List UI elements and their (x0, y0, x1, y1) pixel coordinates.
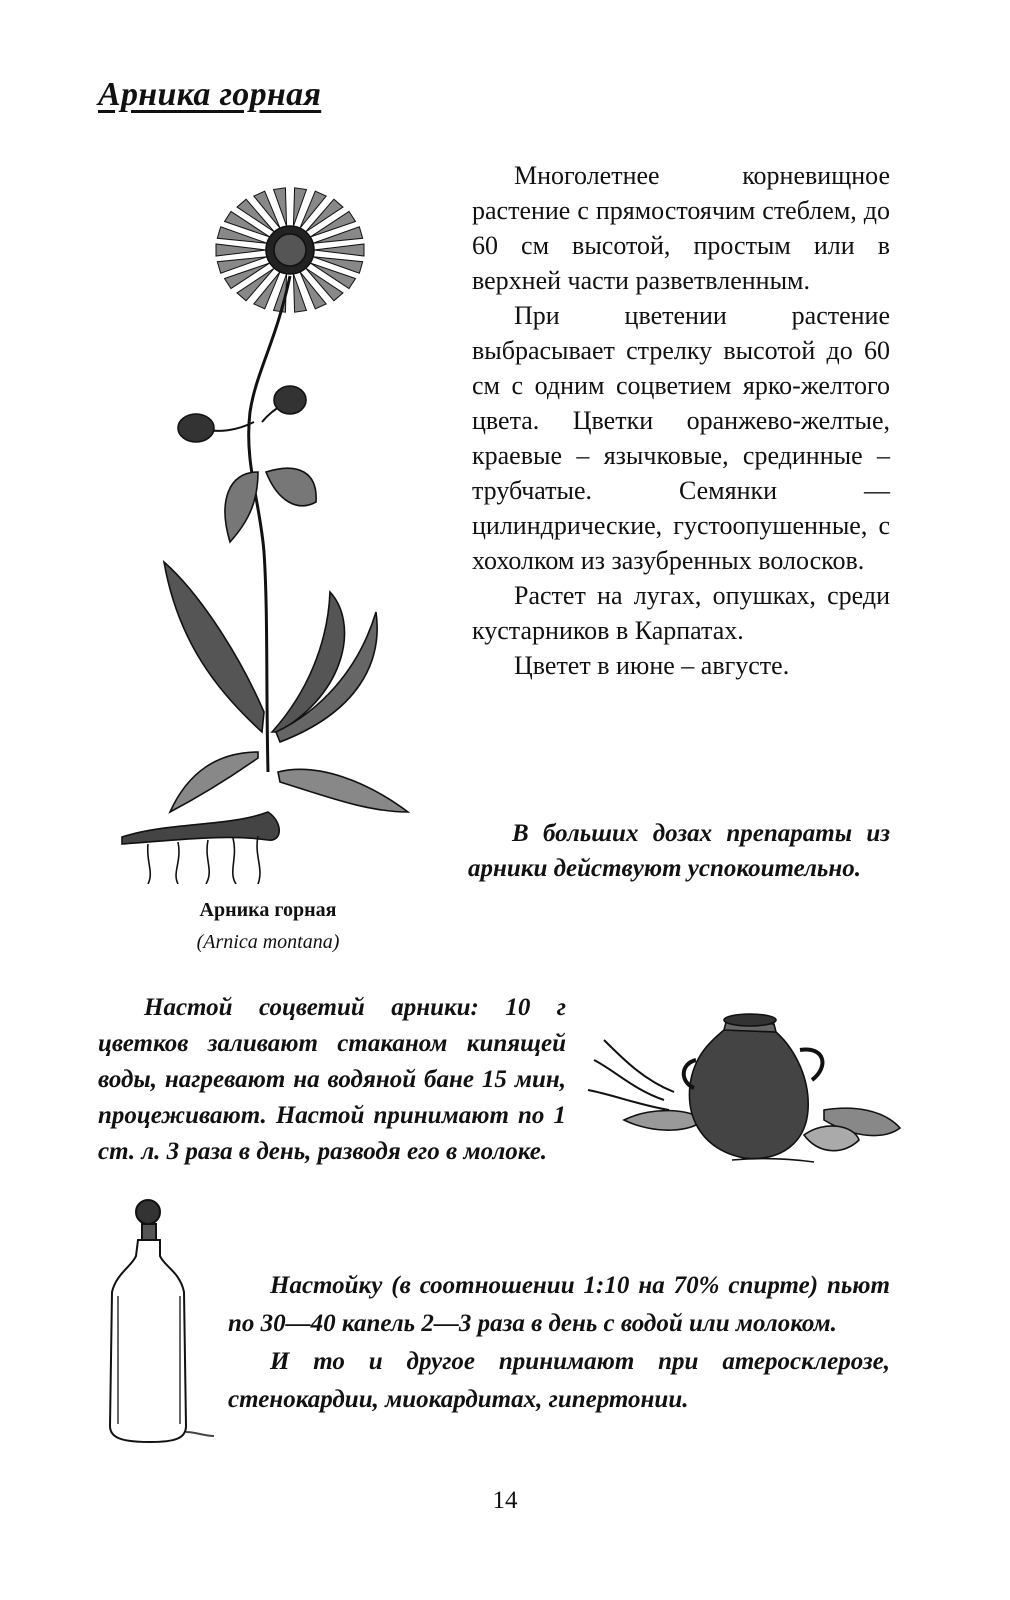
dosage-note: В больших дозах препараты из арники действуют успокоительно. (468, 820, 890, 882)
petal (216, 244, 266, 256)
description-paragraph: Цветет в июне – августе. (514, 651, 790, 680)
caption-latin-name: (Arnica montana) (196, 931, 340, 953)
petal (313, 257, 363, 273)
page-number: 14 (492, 1487, 518, 1514)
description-paragraph: Многолетнее корневищное растение с прямостоячим стеблем, до 60 см высотой, простым или в верхней части разветвленным. (472, 161, 890, 295)
caption-name: Арника горная (199, 899, 337, 921)
bottle-illustration (100, 1196, 216, 1448)
illustration-caption (130, 894, 406, 958)
plant-description (472, 158, 890, 683)
petal (217, 257, 267, 273)
tincture-instructions (228, 1267, 890, 1419)
petal (217, 227, 267, 243)
infusion-recipe: Настой соцветий арники: 10 г цветков заливают стаканом кипящей воды, нагревают на водяной бане 15 мин, процеживают. Настой принимают по 1 ст. л. 3 раза в день, разводя его в молоке. (98, 994, 566, 1165)
jug-illustration (584, 1010, 904, 1175)
arnica-plant-illustration (108, 172, 428, 884)
description-paragraph: Растет на лугах, опушках, среди кустарников в Карпатах. (472, 581, 890, 645)
description-paragraph: При цветении растение выбрасывает стрелку высотой до 60 см с одним соцветием ярко-желтого цвета. Цветки оранжево-желтые, краевые – язычковые, срединные – трубчатые. Семянки — цилиндрические, густоопушенные, с хохолком из зазубренных волосков. (472, 301, 890, 575)
page-title: Арника горная (98, 76, 322, 113)
petal (313, 227, 363, 243)
petal (314, 244, 364, 256)
tincture-paragraph: И то и другое принимают при атеросклерозе, стенокардии, миокардитах, гипертонии. (228, 1348, 890, 1413)
tincture-paragraph: Настойку (в соотношении 1:10 на 70% спирте) пьют по 30—40 капель 2—3 раза в день с водой или молоком. (228, 1272, 890, 1337)
